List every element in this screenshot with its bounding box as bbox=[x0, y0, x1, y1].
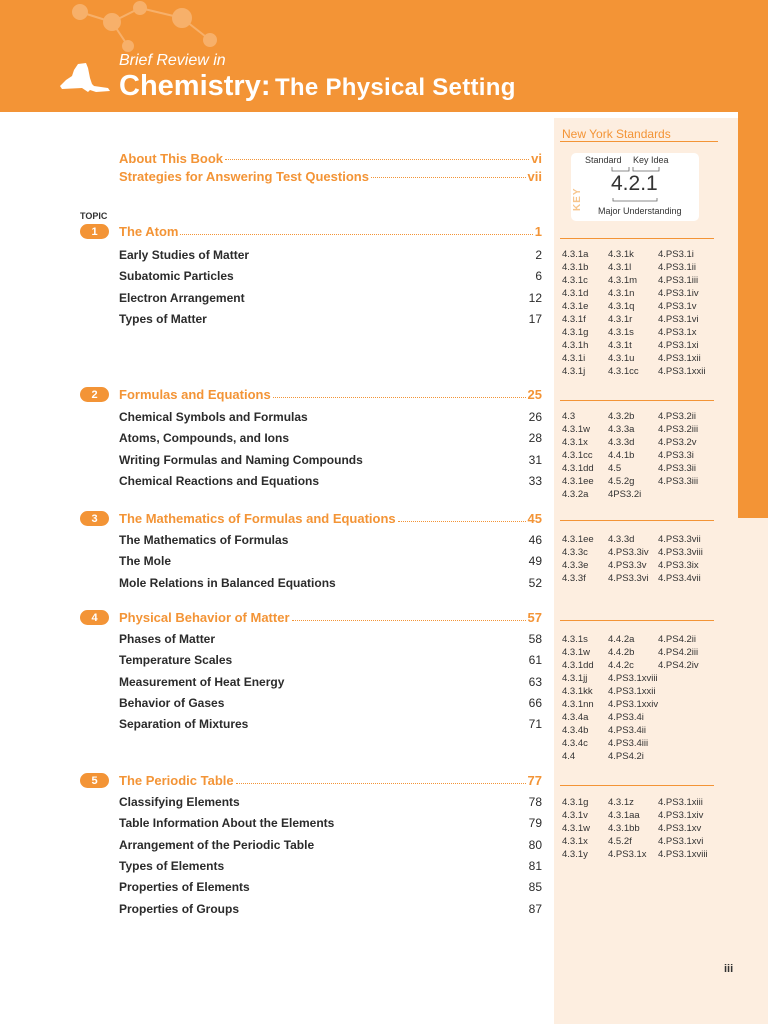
standard-code: 4.PS3.1xv bbox=[658, 823, 702, 834]
standard-code: 4.PS4.2iv bbox=[658, 660, 699, 671]
section-title: Types of Matter bbox=[119, 311, 207, 326]
section-page: 71 bbox=[528, 717, 542, 732]
entry-label: About This Book bbox=[119, 151, 223, 166]
section-page: 17 bbox=[528, 311, 542, 326]
standard-code: 4.3 bbox=[562, 411, 576, 422]
standard-code: 4.PS3.4iii bbox=[608, 738, 649, 749]
chapter-number-badge: 1 bbox=[80, 224, 109, 239]
leader-dots bbox=[371, 177, 526, 178]
standard-code: 4.3.1x bbox=[562, 836, 588, 847]
chapter-number-badge: 3 bbox=[80, 511, 109, 526]
standard-code: 4.4 bbox=[562, 751, 576, 762]
standard-code: 4.PS4.2i bbox=[608, 751, 644, 762]
divider bbox=[560, 785, 714, 786]
leader-dots bbox=[398, 521, 526, 522]
chapter-title: Physical Behavior of Matter bbox=[119, 610, 290, 625]
section-page: 12 bbox=[528, 290, 542, 305]
chapter-number-badge: 5 bbox=[80, 773, 109, 788]
standard-code: 4.PS3.1xviii bbox=[608, 673, 658, 684]
standard-code: 4.PS3.4ii bbox=[608, 725, 647, 736]
entry-page: vii bbox=[527, 169, 542, 184]
section-page: 33 bbox=[528, 473, 542, 488]
standards-key bbox=[571, 153, 699, 221]
standard-code: 4.3.1y bbox=[562, 849, 588, 860]
standard-code: 4.PS3.1iv bbox=[658, 288, 699, 299]
standard-code: 4.3.1aa bbox=[608, 810, 640, 821]
standard-code: 4.3.1z bbox=[608, 797, 634, 808]
standard-code: 4.3.1m bbox=[608, 275, 638, 286]
standard-code: 4.3.1w bbox=[562, 647, 590, 658]
standard-code: 4.3.3d bbox=[608, 534, 635, 545]
standard-code: 4.3.2a bbox=[562, 489, 589, 500]
chapter-heading[interactable] bbox=[80, 610, 542, 625]
standard-code: 4.3.1w bbox=[562, 424, 590, 435]
toc-entry-about[interactable] bbox=[119, 151, 542, 166]
entry-page: vi bbox=[531, 151, 542, 166]
section-title: Arrangement of the Periodic Table bbox=[119, 837, 315, 852]
standard-code: 4.3.1bb bbox=[608, 823, 640, 834]
section-entry[interactable] bbox=[119, 880, 542, 894]
standard-code: 4.3.1l bbox=[608, 262, 632, 273]
standard-code: 4.4.1b bbox=[608, 450, 635, 461]
standard-code: 4.3.1g bbox=[562, 797, 589, 808]
standard-code: 4.PS3.3ix bbox=[658, 560, 699, 571]
standard-code: 4.3.1cc bbox=[562, 450, 593, 461]
molecule-graphic bbox=[0, 0, 260, 60]
chapter-page: 57 bbox=[527, 610, 542, 625]
standard-code: 4.PS3.4i bbox=[608, 712, 644, 723]
chapter-page: 25 bbox=[527, 387, 542, 402]
section-page: 81 bbox=[528, 858, 542, 873]
divider bbox=[560, 400, 714, 401]
chapter-page: 1 bbox=[534, 224, 542, 239]
title-rest: The Physical Setting bbox=[274, 74, 516, 101]
standard-code: 4.3.1s bbox=[608, 327, 634, 338]
standard-code: 4.3.1f bbox=[562, 314, 586, 325]
standard-code: 4.PS3.3iii bbox=[658, 476, 699, 487]
standard-code: 4.PS3.1xiii bbox=[658, 797, 703, 808]
chapter-title: The Mathematics of Formulas and Equations bbox=[119, 511, 396, 526]
section-page: 80 bbox=[528, 837, 542, 852]
standard-code: 4.3.1i bbox=[562, 353, 586, 364]
standard-code: 4.PS3.3vi bbox=[608, 573, 649, 584]
section-title: Subatomic Particles bbox=[119, 269, 234, 284]
standard-code: 4.3.1v bbox=[562, 810, 588, 821]
section-page: 58 bbox=[528, 632, 542, 646]
section-title: Phases of Matter bbox=[119, 632, 216, 646]
section-title: Electron Arrangement bbox=[119, 290, 245, 305]
standard-code: 4.3.1g bbox=[562, 327, 589, 338]
section-entry[interactable] bbox=[119, 554, 542, 568]
standard-code: 4.PS3.1iii bbox=[658, 275, 699, 286]
standard-code: 4.PS3.1xxiv bbox=[608, 699, 659, 710]
section-title: Properties of Elements bbox=[119, 880, 250, 895]
section-title: The Mathematics of Formulas bbox=[119, 533, 289, 547]
standard-code: 4.PS3.2ii bbox=[658, 411, 697, 422]
section-page: 49 bbox=[528, 554, 542, 569]
topic-label: TOPIC bbox=[80, 211, 108, 221]
section-entry[interactable] bbox=[119, 902, 542, 916]
standard-code: 4.3.3c bbox=[562, 547, 588, 558]
section-entry[interactable] bbox=[119, 653, 542, 667]
section-title: Atoms, Compounds, and Ions bbox=[119, 431, 289, 446]
section-entry[interactable] bbox=[119, 248, 542, 262]
section-title: Writing Formulas and Naming Compounds bbox=[119, 452, 363, 467]
section-entry[interactable] bbox=[119, 431, 542, 445]
section-entry[interactable] bbox=[119, 576, 542, 590]
key-underbrace-icon bbox=[611, 197, 661, 205]
section-page: 2 bbox=[535, 248, 542, 262]
section-entry[interactable] bbox=[119, 696, 542, 710]
chapter-page: 45 bbox=[527, 511, 542, 526]
section-entry[interactable] bbox=[119, 717, 542, 731]
section-page: 87 bbox=[528, 901, 542, 916]
section-entry[interactable] bbox=[119, 816, 542, 830]
section-page: 79 bbox=[528, 816, 542, 831]
standard-code: 4.3.1e bbox=[562, 301, 589, 312]
standard-code: 4.3.1a bbox=[562, 249, 589, 260]
standard-code: 4.4.2c bbox=[608, 660, 634, 671]
leader-dots bbox=[292, 620, 526, 621]
standard-code: 4.3.3a bbox=[608, 424, 635, 435]
toc-entry-strategies[interactable] bbox=[119, 169, 542, 184]
section-entry[interactable] bbox=[119, 795, 542, 809]
section-title: Measurement of Heat Energy bbox=[119, 674, 285, 689]
leader-dots bbox=[273, 397, 526, 398]
section-title: The Mole bbox=[119, 554, 172, 569]
section-title: Table Information About the Elements bbox=[119, 816, 335, 831]
chapter-page: 77 bbox=[527, 773, 542, 788]
standard-code: 4.3.1u bbox=[608, 353, 635, 364]
standard-code: 4.PS3.1ii bbox=[658, 262, 697, 273]
standard-code: 4PS3.2i bbox=[608, 489, 642, 500]
standard-code: 4.3.1q bbox=[608, 301, 635, 312]
standard-code: 4.3.3d bbox=[608, 437, 635, 448]
section-entry[interactable] bbox=[119, 269, 542, 283]
divider bbox=[560, 520, 714, 521]
section-entry[interactable] bbox=[119, 410, 542, 424]
page-number: iii bbox=[724, 963, 734, 975]
standard-code: 4.PS4.2ii bbox=[658, 634, 697, 645]
section-page: 85 bbox=[528, 880, 542, 895]
standard-code: 4.PS3.1xi bbox=[658, 340, 699, 351]
standard-code: 4.3.2b bbox=[608, 411, 635, 422]
section-page: 63 bbox=[528, 674, 542, 689]
standard-code: 4.PS3.1xviii bbox=[658, 849, 708, 860]
section-entry[interactable] bbox=[119, 859, 542, 873]
page-header bbox=[0, 0, 768, 112]
standard-code: 4.PS3.1xii bbox=[658, 353, 701, 364]
standard-code: 4.PS3.3i bbox=[658, 450, 694, 461]
standard-code: 4.3.1d bbox=[562, 288, 589, 299]
leader-dots bbox=[180, 234, 532, 235]
standard-code: 4.3.1k bbox=[608, 249, 634, 260]
section-page: 66 bbox=[528, 695, 542, 710]
chapter-number-badge: 2 bbox=[80, 387, 109, 402]
standard-code: 4.3.1x bbox=[562, 437, 588, 448]
chapter-title: The Periodic Table bbox=[119, 773, 234, 788]
standard-code: 4.3.1j bbox=[562, 366, 586, 377]
standard-code: 4.3.1n bbox=[608, 288, 635, 299]
standard-code: 4.PS3.2v bbox=[658, 437, 697, 448]
right-accent-strip bbox=[738, 112, 768, 518]
section-entry[interactable] bbox=[119, 312, 542, 326]
divider bbox=[560, 238, 714, 239]
section-title: Classifying Elements bbox=[119, 795, 240, 809]
section-entry[interactable] bbox=[119, 453, 542, 467]
section-title: Separation of Mixtures bbox=[119, 717, 249, 732]
divider bbox=[560, 141, 718, 142]
new-york-state-icon bbox=[56, 62, 112, 96]
chapter-title: Formulas and Equations bbox=[119, 387, 271, 402]
standard-code: 4.PS3.3viii bbox=[658, 547, 703, 558]
standard-code: 4.3.3f bbox=[562, 573, 586, 584]
standard-code: 4.3.1ee bbox=[562, 534, 594, 545]
standard-code: 4.3.1kk bbox=[562, 686, 593, 697]
standard-code: 4.PS3.1x bbox=[608, 849, 647, 860]
standard-code: 4.3.1s bbox=[562, 634, 588, 645]
section-page: 61 bbox=[528, 653, 542, 668]
standard-code: 4.3.1ee bbox=[562, 476, 594, 487]
section-title: Chemical Symbols and Formulas bbox=[119, 410, 308, 424]
key-standard-label: Standard bbox=[585, 155, 622, 165]
chapter-heading[interactable] bbox=[80, 224, 542, 239]
standard-code: 4.3.1b bbox=[562, 262, 589, 273]
chapter-heading[interactable] bbox=[80, 773, 542, 788]
section-title: Chemical Reactions and Equations bbox=[119, 473, 320, 488]
standard-code: 4.3.4a bbox=[562, 712, 589, 723]
chapter-heading[interactable] bbox=[80, 511, 542, 526]
standard-code: 4.PS3.1xxii bbox=[608, 686, 656, 697]
standard-code: 4.PS3.1i bbox=[658, 249, 694, 260]
standard-code: 4.PS3.2iii bbox=[658, 424, 699, 435]
standard-code: 4.PS3.3v bbox=[608, 560, 647, 571]
standard-code: 4.PS4.2iii bbox=[658, 647, 699, 658]
standard-code: 4.PS3.1v bbox=[658, 301, 697, 312]
key-label: KEY bbox=[572, 187, 583, 211]
standard-code: 4.5.2f bbox=[608, 836, 632, 847]
standard-code: 4.3.1w bbox=[562, 823, 590, 834]
standard-code: 4.PS3.3iv bbox=[608, 547, 649, 558]
title-main: Chemistry: bbox=[119, 70, 271, 102]
section-title: Behavior of Gases bbox=[119, 695, 225, 710]
standard-code: 4.3.1h bbox=[562, 340, 589, 351]
section-entry[interactable] bbox=[119, 474, 542, 488]
section-entry[interactable] bbox=[119, 838, 542, 852]
section-page: 46 bbox=[528, 533, 542, 547]
leader-dots bbox=[236, 783, 526, 784]
section-title: Mole Relations in Balanced Equations bbox=[119, 575, 336, 590]
standards-title: New York Standards bbox=[562, 127, 671, 141]
section-title: Early Studies of Matter bbox=[119, 248, 250, 262]
standard-code: 4.3.1dd bbox=[562, 463, 594, 474]
standard-code: 4.5.2g bbox=[608, 476, 635, 487]
standard-code: 4.3.1nn bbox=[562, 699, 594, 710]
divider bbox=[560, 620, 714, 621]
standard-code: 4.PS3.3ii bbox=[658, 463, 697, 474]
standard-code: 4.4.2b bbox=[608, 647, 635, 658]
standard-code: 4.3.1dd bbox=[562, 660, 594, 671]
chapter-title: The Atom bbox=[119, 224, 179, 239]
standard-code: 4.PS3.1xiv bbox=[658, 810, 704, 821]
standard-code: 4.3.1t bbox=[608, 340, 632, 351]
section-entry[interactable] bbox=[119, 632, 542, 646]
key-major-label: Major Understanding bbox=[598, 206, 682, 216]
entry-label: Strategies for Answering Test Questions bbox=[119, 169, 369, 184]
section-page: 6 bbox=[535, 269, 542, 284]
standard-code: 4.3.1c bbox=[562, 275, 588, 286]
sidebar-extension bbox=[738, 518, 768, 1024]
standard-code: 4.PS3.4vii bbox=[658, 573, 701, 584]
section-page: 31 bbox=[528, 452, 542, 467]
section-title: Properties of Groups bbox=[119, 901, 240, 916]
standard-code: 4.4.2a bbox=[608, 634, 635, 645]
section-title: Types of Elements bbox=[119, 858, 225, 873]
section-entry[interactable] bbox=[119, 533, 542, 547]
section-page: 52 bbox=[528, 575, 542, 590]
standard-code: 4.PS3.3vii bbox=[658, 534, 701, 545]
key-example-number: 4.2.1 bbox=[611, 172, 658, 195]
standard-code: 4.3.1r bbox=[608, 314, 633, 325]
standard-code: 4.PS3.1xxii bbox=[658, 366, 706, 377]
section-entry[interactable] bbox=[119, 291, 542, 305]
section-page: 28 bbox=[528, 431, 542, 446]
section-entry[interactable] bbox=[119, 675, 542, 689]
section-page: 78 bbox=[528, 795, 542, 809]
book-title bbox=[119, 70, 516, 103]
key-idea-label: Key Idea bbox=[633, 155, 669, 165]
standard-code: 4.PS3.1x bbox=[658, 327, 697, 338]
standard-code: 4.3.4b bbox=[562, 725, 589, 736]
standard-code: 4.3.1jj bbox=[562, 673, 588, 684]
standard-code: 4.3.4c bbox=[562, 738, 588, 749]
chapter-heading[interactable] bbox=[80, 387, 542, 402]
standard-code: 4.3.1cc bbox=[608, 366, 639, 377]
standard-code: 4.5 bbox=[608, 463, 622, 474]
standard-code: 4.PS3.1vi bbox=[658, 314, 699, 325]
chapter-number-badge: 4 bbox=[80, 610, 109, 625]
leader-dots bbox=[225, 159, 529, 160]
series-subtitle: Brief Review in bbox=[119, 52, 226, 69]
standard-code: 4.3.3e bbox=[562, 560, 589, 571]
section-page: 26 bbox=[528, 410, 542, 424]
standard-code: 4.PS3.1xvi bbox=[658, 836, 704, 847]
section-title: Temperature Scales bbox=[119, 653, 233, 668]
